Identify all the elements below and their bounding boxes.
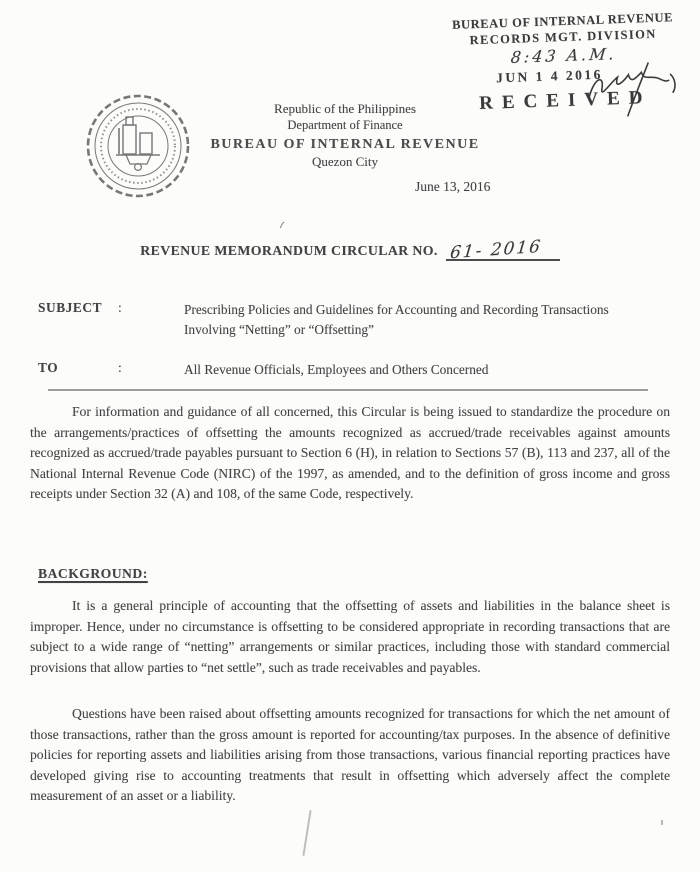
scan-speck xyxy=(661,820,663,825)
letterhead xyxy=(175,100,515,170)
paragraph-background-2: Questions have been raised about offsetting amounts recognized for transactions for which the net amount of those transactions, rather than the gross amount is reported for accounting/tax purposes. In the absence of definitive policies for reporting assets and liabilities arising from those transactions, various financial reporting practices have developed giving rise to accounting treatments that result in offsetting which adversely affect the complete measurement of an asset or a liability. xyxy=(30,706,670,804)
circular-title xyxy=(0,235,700,264)
to-label: TO xyxy=(38,360,59,375)
paragraph-intro: For information and guidance of all concerned, this Circular is being issued to standardize the procedure on the arrangements/practices of offsetting the amounts recognized as accrued/trade receivables against amounts recognized as accrued/trade payables pursuant to Section 6 (H), in relation to Sections 57 (B), 113 and 237, all of the National Internal Revenue Code (NIRC) of the 1997, as amended, and to the definition of gross income and gross receipts under Section 32 (A) and 108, of the same Code, respectively. xyxy=(30,404,670,502)
letterhead-republic: Republic of the Philippines xyxy=(274,101,416,116)
letterhead-department: Department of Finance xyxy=(287,118,403,132)
circular-number-blank xyxy=(446,235,560,264)
handwritten-time: 8:43 A.M. xyxy=(509,44,618,67)
pen-slash-mark xyxy=(302,810,311,856)
subject-colon: : xyxy=(118,300,122,315)
subject-row xyxy=(38,300,662,340)
letterhead-bureau: BUREAU OF INTERNAL REVENUE xyxy=(210,137,480,152)
stamp-received-label: RECEIVED xyxy=(478,86,652,114)
pen-tick-mark xyxy=(280,221,290,231)
to-row xyxy=(38,360,662,380)
to-text: All Revenue Officials, Employees and Others Concerned xyxy=(184,362,489,377)
circular-title-label: REVENUE MEMORANDUM CIRCULAR NO. xyxy=(140,243,438,258)
paragraph-background-1: It is a general principle of accounting that the offsetting of assets and liabilities in the balance sheet is improper. Hence, under no circumstance is offsetting to be considered appropriate in recording transactions that are subject to a wide range of “netting” arrangements or similar practices, including those with standard commercial provisions that allow parties to “net settle”, such as trade receivables and payables. xyxy=(30,598,670,675)
letterhead-city: Quezon City xyxy=(311,154,379,169)
stamp-date: JUN 1 4 2016 xyxy=(495,66,604,86)
date-line: June 13, 2016 xyxy=(415,179,491,194)
stamp-office-line2: RECORDS MGT. DIVISION xyxy=(469,26,657,48)
header-divider xyxy=(48,389,648,391)
handwritten-circular-number: 61- 2016 xyxy=(448,236,543,264)
background-heading: BACKGROUND: xyxy=(38,566,148,581)
stamp-office-line1: BUREAU OF INTERNAL REVENUE xyxy=(451,10,674,32)
subject-text: Prescribing Policies and Guidelines for Accounting and Recording Transactions Involving “Netting” or “Offsetting” xyxy=(184,302,609,337)
signature-scribble-icon xyxy=(584,60,690,122)
to-colon: : xyxy=(118,360,122,375)
subject-label: SUBJECT xyxy=(38,300,103,315)
